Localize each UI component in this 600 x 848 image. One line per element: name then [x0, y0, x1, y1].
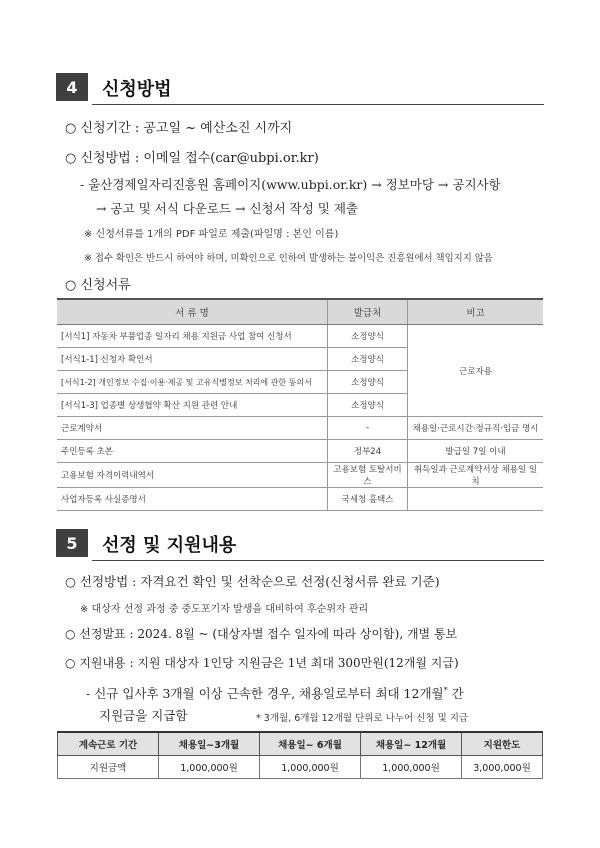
doc-issuer: 소정양식	[328, 394, 408, 417]
table-row	[57, 440, 543, 463]
doc-note-empty	[408, 488, 544, 511]
documents-table	[57, 298, 543, 511]
column-header: 채용일~ 12개월	[361, 732, 462, 756]
section-5-header	[56, 529, 544, 557]
section-4-header	[56, 73, 544, 101]
pdf-note: ※ 신청서류를 1개의 PDF 파일로 제출(파일명 : 본인 이름)	[84, 229, 339, 240]
doc-issuer: -	[328, 417, 408, 440]
section-divider	[92, 104, 544, 105]
doc-name: [서식1-2] 개인정보 수집·이용·제공 및 고유식별정보 처리에 관한 동의서	[57, 371, 328, 394]
section-divider	[92, 560, 544, 561]
selection-method-note: ※ 대상자 선정 과정 중 중도포기자 발생을 대비하여 후순위자 관리	[80, 604, 369, 615]
doc-name: 주민등록 초본	[57, 440, 328, 463]
doc-note-merged: 근로자용	[408, 325, 544, 417]
doc-note: 발급일 7일 이내	[408, 440, 544, 463]
doc-issuer: 소정양식	[328, 371, 408, 394]
amount-cell: 3,000,000원	[462, 756, 543, 779]
doc-note: 채용일·근로시간·정규직·임금 명시	[408, 417, 544, 440]
application-method-path-cont: → 공고 및 서식 다운로드 → 신청서 작성 및 제출	[96, 201, 358, 216]
doc-name: 근로계약서	[57, 417, 328, 440]
doc-issuer: 소정양식	[328, 325, 408, 348]
support-amount-table	[57, 731, 543, 779]
confirmation-note: ※ 접수 확인은 반드시 하여야 하며, 미확인으로 인하여 발생하는 불이익은 진흥원에서 책임지지 않음	[84, 253, 493, 264]
table-row	[57, 417, 543, 440]
doc-name: 사업자등록 사실증명서	[57, 488, 328, 511]
table-row	[57, 463, 543, 488]
section-title: 선정 및 지원내용	[102, 535, 237, 556]
amount-cell: 1,000,000원	[361, 756, 462, 779]
support-content-detail	[86, 684, 464, 702]
amount-cell: 1,000,000원	[260, 756, 361, 779]
column-header: 채용일~ 6개월	[260, 732, 361, 756]
table-header-row	[57, 299, 543, 325]
section-title: 신청방법	[102, 79, 172, 100]
section-number: 5	[56, 529, 88, 557]
table-row	[57, 325, 543, 348]
support-content: ○ 지원내용 : 지원 대상자 1인당 지원금은 1년 최대 300만원(12개월 지급)	[65, 656, 459, 670]
application-method-path: - 울산경제일자리진흥원 홈페이지(www.ubpi.or.kr) → 정보마당 → 공지사항	[80, 177, 501, 192]
row-label: 지원금액	[58, 756, 159, 779]
table-header-row	[58, 732, 543, 756]
documents-heading: ○ 신청서류	[65, 278, 131, 293]
support-content-detail-text: - 신규 입사후 3개월 이상 근속한 경우, 채용일로부터 최대 12개월	[86, 686, 444, 701]
selection-method: ○ 선정방법 : 자격요건 확인 및 선착순으로 선정(신청서류 완료 기준)	[65, 574, 440, 589]
doc-name: [서식1-1] 신청자 확인서	[57, 348, 328, 371]
table-row	[58, 756, 543, 779]
column-header: 계속근로 기간	[58, 732, 159, 756]
doc-issuer: 정부24	[328, 440, 408, 463]
column-header: 발급처	[328, 299, 408, 325]
doc-name: [서식1] 자동차 부품업종 일자리 채용 지원금 사업 참여 신청서	[57, 325, 328, 348]
doc-issuer: 소정양식	[328, 348, 408, 371]
footnote-mark: *	[443, 685, 448, 695]
selection-announcement: ○ 선정발표 : 2024. 8월 ~ (대상자별 접수 일자에 따라 상이함), 개별 통보	[65, 627, 458, 641]
doc-name: [서식1-3] 업종별 상생협약 확산 지원 관련 안내	[57, 394, 328, 417]
section-number: 4	[56, 73, 88, 101]
table-row	[57, 488, 543, 511]
doc-name: 고용보험 자격이력내역서	[57, 463, 328, 488]
support-content-detail-cont: 지원금을 지급함	[99, 708, 188, 723]
column-header: 비고	[408, 299, 544, 325]
doc-issuer: 국세청 홈택스	[328, 488, 408, 511]
doc-issuer: 고용보험 토탈서비스	[328, 463, 408, 488]
amount-cell: 1,000,000원	[159, 756, 260, 779]
application-method: ○ 신청방법 : 이메일 접수(car@ubpi.or.kr)	[65, 151, 319, 166]
column-header: 채용일~3개월	[159, 732, 260, 756]
doc-note: 취득일과 근로계약서상 채용일 일치	[408, 463, 544, 488]
payment-unit-note: * 3개월, 6개월 12개월 단위로 나누어 신청 및 지급	[256, 713, 469, 724]
column-header: 서 류 명	[57, 299, 328, 325]
column-header: 지원한도	[462, 732, 543, 756]
application-period: ○ 신청기간 : 공고일 ~ 예산소진 시까지	[65, 121, 293, 136]
support-content-detail-end: 간	[447, 686, 464, 701]
